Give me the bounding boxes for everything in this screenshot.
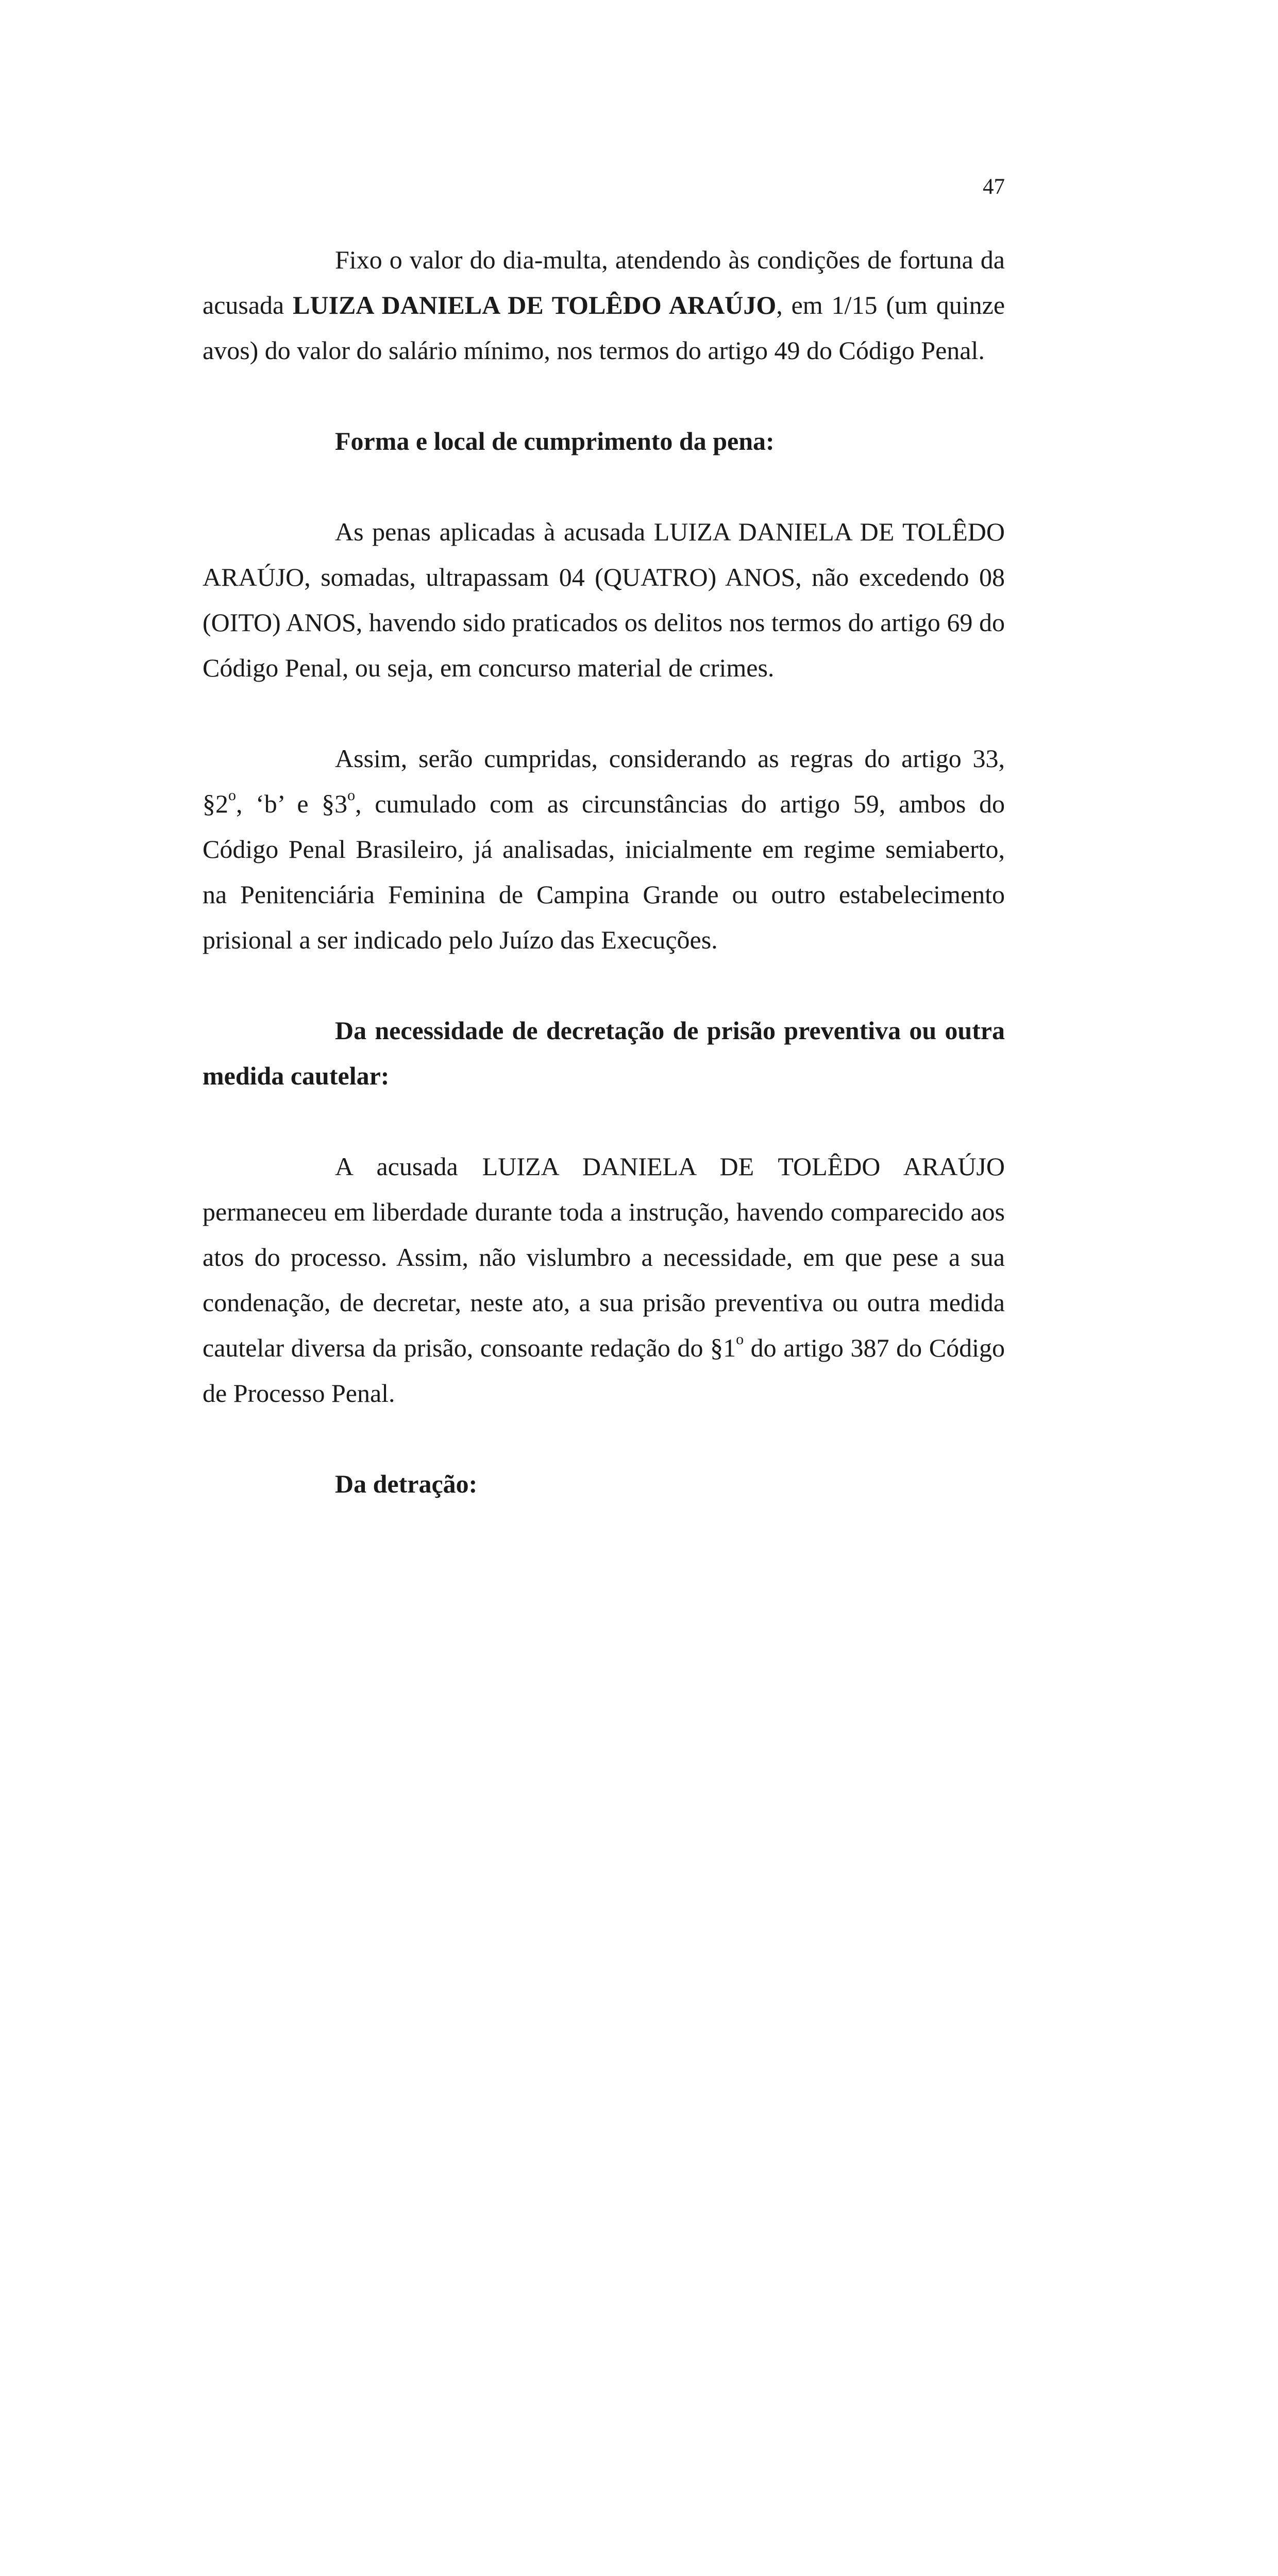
document-body [203,237,1005,1506]
superscript: o [228,787,236,804]
heading-detracao: Da detração: [335,1469,478,1498]
paragraph-regime [203,736,1005,962]
heading-prisao-preventiva: Da necessidade de decretação de prisão preventiva ou outra medida cautelar: [203,1016,1005,1090]
paragraph-penas: As penas aplicadas à acusada LUIZA DANIELA DE TOLÊDO ARAÚJO, somadas, ultrapassam 04 (QUATRO) ANOS, não excedendo 08 (OITO) ANOS, havendo sido praticados os delitos nos termos do artigo 69 do Código Penal, ou seja, em concurso material de crimes. [203,517,1005,682]
superscript: o [736,1331,744,1348]
paragraph-text: Fixo o valor do dia-multa, atendendo às condições de fortuna da acusada [203,245,1005,319]
paragraph-text: , cumulado com as circunstâncias do artigo 59, ambos do Código Penal Brasileiro, já analisadas, inicialmente em regime semiaberto, na Penitenciária Feminina de Campina Grande ou outro estabelecimento prisional a ser indicado pelo Juízo das Execuções. [203,789,1005,954]
paragraph-text: Assim, serão cumpridas, considerando as regras do artigo 33, §2 [203,744,1005,818]
page-number: 47 [983,175,1005,199]
paragraph-text: , em 1/15 (um quinze avos) do valor do salário mínimo, nos termos do artigo 49 do Código Penal. [203,291,1005,365]
defendant-name: LUIZA DANIELA DE TOLÊDO ARAÚJO [293,291,777,319]
paragraph-dia-multa [203,237,1005,373]
paragraph-text: A acusada LUIZA DANIELA DE TOLÊDO ARAÚJO permaneceu em liberdade durante toda a instrução, havendo comparecido aos atos do processo. Assim, não vislumbro a necessidade, em que pese a sua condenação, de decretar, neste ato, a sua prisão preventiva ou outra medida cautelar diversa da prisão, consoante redação do §1 [203,1152,1005,1362]
superscript: o [347,787,356,804]
paragraph-liberdade [203,1144,1005,1416]
signature-footer [0,1638,1278,1808]
paragraph-text: do artigo 387 do Código de Processo Penal. [203,1333,1005,1408]
heading-forma-local: Forma e local de cumprimento da pena: [335,427,775,455]
paragraph-text: , ‘b’ e §3 [236,789,348,818]
